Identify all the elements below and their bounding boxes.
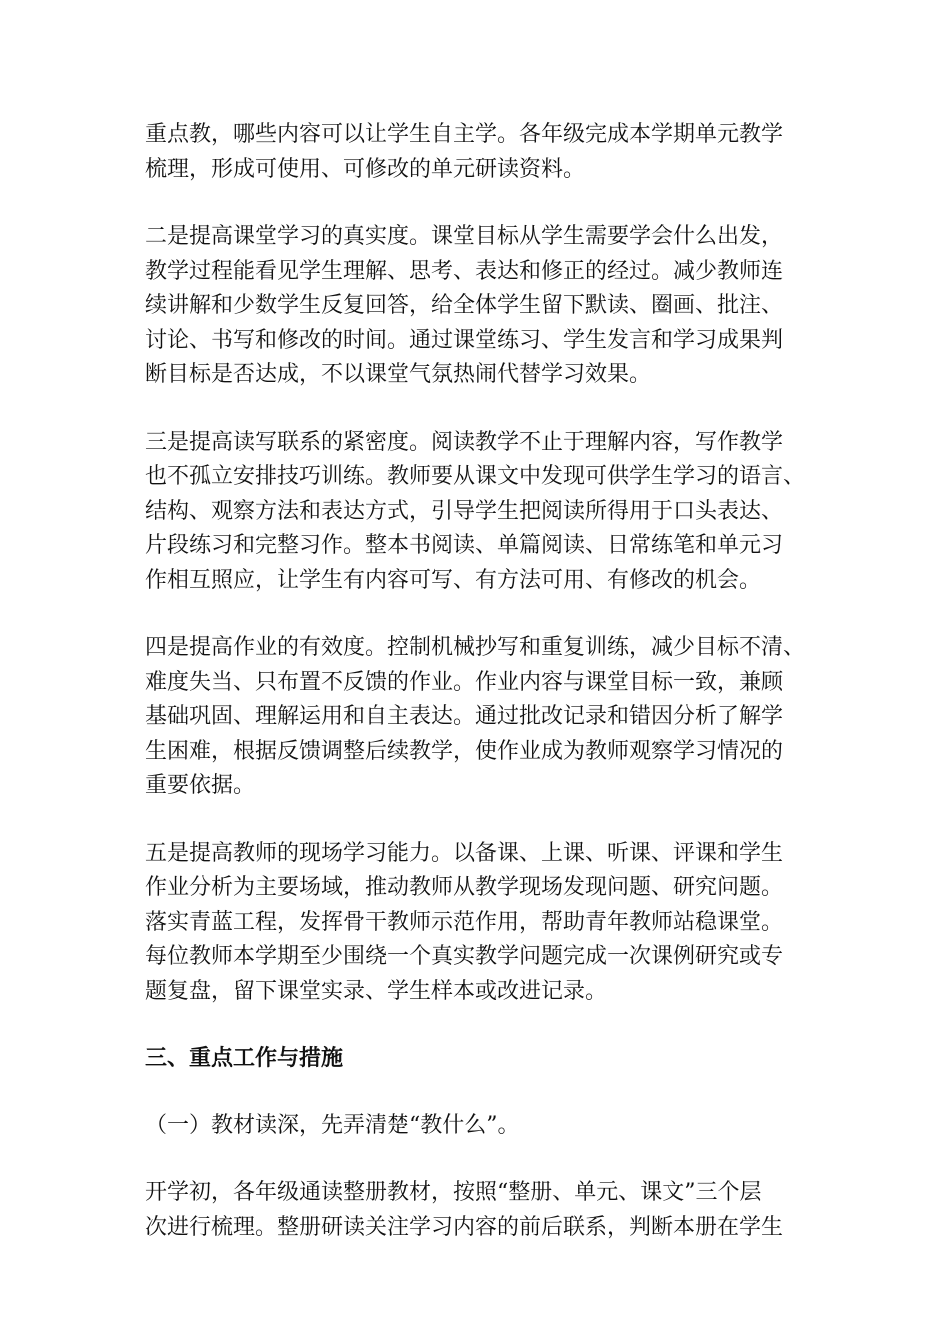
text-line: 题复盘，留下课堂实录、学生样本或改进记录。 bbox=[145, 978, 608, 1004]
text-line: 续讲解和少数学生反复回答，给全体学生留下默读、圈画、批注、 bbox=[145, 293, 784, 318]
text-line: 作业分析为主要场域，推动教师从教学现场发现问题、研究问题。 bbox=[145, 875, 784, 900]
text-line: 生困难，根据反馈调整后续教学，使作业成为教师观察学习情况的 bbox=[145, 738, 784, 764]
text-line: 开学初，各年级通读整册教材，按照“整册、单元、课文”三个层 bbox=[145, 1180, 762, 1205]
paragraph-1 bbox=[145, 118, 810, 187]
text-line: 五是提高教师的现场学习能力。以备课、上课、听课、评课和学生 bbox=[145, 840, 784, 866]
text-line: 四是提高作业的有效度。控制机械抄写和重复训练，减少目标不清、 bbox=[145, 635, 806, 660]
subsection-heading: （一）教材读深，先弄清楚“教什么”。 bbox=[145, 1113, 520, 1138]
text-line: 讨论、书写和修改的时间。通过课堂练习、学生发言和学习成果判 bbox=[145, 327, 784, 353]
paragraph-5 bbox=[145, 837, 810, 1010]
text-line: 难度失当、只布置不反馈的作业。作业内容与课堂目标一致，兼顾 bbox=[145, 669, 784, 695]
text-line: 重要依据。 bbox=[145, 773, 256, 798]
paragraph-4 bbox=[145, 631, 810, 804]
text-line: 也不孤立安排技巧训练。教师要从课文中发现可供学生学习的语言、 bbox=[145, 464, 806, 489]
text-line: 结构、观察方法和表达方式，引导学生把阅读所得用于口头表达、 bbox=[145, 498, 784, 524]
section-heading: 三、重点工作与措施 bbox=[145, 1046, 344, 1071]
text-line: 次进行梳理。整册研读关注学习内容的前后联系，判断本册在学生 bbox=[145, 1214, 784, 1240]
text-line: 二是提高课堂学习的真实度。课堂目标从学生需要学会什么出发， bbox=[145, 224, 784, 249]
text-line: 作相互照应，让学生有内容可写、有方法可用、有修改的机会。 bbox=[145, 567, 762, 593]
text-line: 基础巩固、理解运用和自主表达。通过批改记录和错因分析了解学 bbox=[145, 704, 784, 729]
paragraph-3 bbox=[145, 426, 810, 599]
text-line: 每位教师本学期至少围绕一个真实教学问题完成一次课例研究或专 bbox=[145, 944, 784, 969]
text-line: 落实青蓝工程，发挥骨干教师示范作用，帮助青年教师站稳课堂。 bbox=[145, 909, 784, 935]
text-line: 教学过程能看见学生理解、思考、表达和修正的经过。减少教师连 bbox=[145, 258, 784, 284]
text-line: 重点教，哪些内容可以让学生自主学。各年级完成本学期单元教学 bbox=[145, 122, 784, 147]
text-line: 三是提高读写联系的紧密度。阅读教学不止于理解内容，写作教学 bbox=[145, 429, 784, 455]
text-line: 断目标是否达成，不以课堂气氛热闹代替学习效果。 bbox=[145, 362, 652, 387]
document-page bbox=[145, 118, 810, 1278]
text-line: 片段练习和完整习作。整本书阅读、单篇阅读、日常练笔和单元习 bbox=[145, 533, 784, 558]
paragraph-2 bbox=[145, 220, 810, 393]
paragraph-final bbox=[145, 1176, 810, 1245]
text-line: 梳理，形成可使用、可修改的单元研读资料。 bbox=[145, 156, 586, 182]
